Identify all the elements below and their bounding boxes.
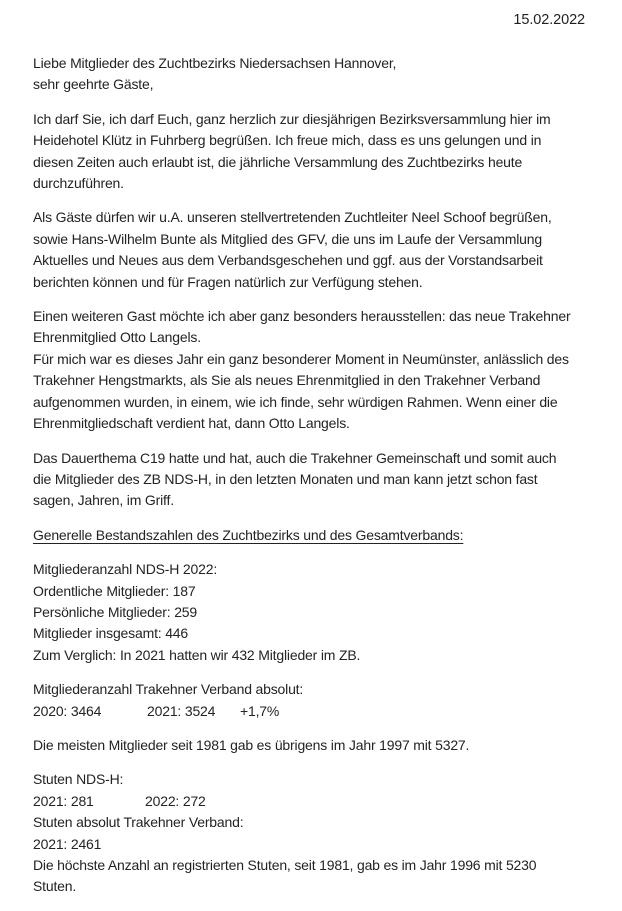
section-heading	[33, 525, 604, 546]
paragraph	[33, 679, 604, 722]
text-line: Für mich war es dieses Jahr ein ganz besonderer Moment in Neumünster, anlässlich des	[33, 350, 569, 367]
text-line: die Mitglieder des ZB NDS-H, in den letzten Monaten und man kann jetzt schon fast	[33, 470, 538, 487]
text-line: Persönliche Mitglieder: 259	[33, 603, 198, 620]
paragraph	[33, 735, 604, 756]
text-line: Aktuelles und Neues aus dem Verbandsgeschehen und ggf. aus der Vorstandsarbeit	[33, 252, 543, 269]
document-body	[33, 53, 604, 911]
paragraph	[33, 448, 604, 512]
text-line: Ordentliche Mitglieder: 187	[33, 582, 196, 599]
paragraph	[33, 207, 604, 293]
text-line: Das Dauerthema C19 hatte und hat, auch die Trakehner Gemeinschaft und somit auch	[33, 449, 557, 466]
paragraph	[33, 53, 604, 96]
text-line: Mitglieder insgesamt: 446	[33, 625, 189, 642]
paragraph	[33, 109, 604, 195]
text-line: 2021: 2461	[33, 835, 102, 852]
text-line: Zum Verglich: In 2021 hatten wir 432 Mitglieder im ZB.	[33, 646, 361, 663]
text-line: aufgenommen wurden, in einem, wie ich finde, sehr würdigen Rahmen. Wenn einer die	[33, 393, 558, 410]
text-line: Als Gäste dürfen wir u.A. unseren stellvertretenden Zuchtleiter Neel Schoof begrüßen,	[33, 209, 552, 226]
text-line: Die höchste Anzahl an registrierten Stuten, seit 1981, gab es im Jahr 1996 mit 5230	[33, 857, 537, 873]
text-line: sowie Hans-Wilhelm Bunte als Mitglied des GFV, die uns im Laufe der Versammlung	[33, 230, 542, 247]
text-line: Heidehotel Klütz in Fuhrberg begrüßen. Ich freue mich, dass es uns gelungen und in	[33, 132, 542, 149]
text-line	[33, 701, 604, 722]
stat-value: 2021: 3524	[147, 702, 216, 719]
text-line: Ehrenmitglied Otto Langels.	[33, 329, 201, 346]
stat-value: +1,7%	[240, 702, 280, 719]
text-line: Stuten.	[33, 878, 77, 895]
text-line: Generelle Bestandszahlen des Zuchtbezirks und des Gesamtverbands:	[33, 526, 464, 543]
text-line: Stuten absolut Trakehner Verband:	[33, 814, 244, 831]
text-line: Einen weiteren Gast möchte ich aber ganz besonders herausstellen: das neue Trakehner	[33, 308, 571, 325]
text-line: Mitgliederanzahl NDS-H 2022:	[33, 561, 218, 578]
text-line: durchzuführen.	[33, 175, 124, 192]
stat-value: 2021: 281	[33, 792, 94, 809]
paragraph	[33, 306, 604, 434]
text-line: sagen, Jahren, im Griff.	[33, 492, 174, 509]
text-line: Trakehner Hengstmarkts, als Sie als neues Ehrenmitglied in den Trakehner Verband	[33, 372, 541, 389]
text-line: Mitgliederanzahl Trakehner Verband absolut:	[33, 681, 304, 698]
paragraph	[33, 559, 604, 666]
text-line: Liebe Mitglieder des Zuchtbezirks Niedersachsen Hannover,	[33, 55, 397, 71]
stat-value: 2020: 3464	[33, 702, 102, 719]
text-line: berichten können und für Fragen natürlich zur Verfügung stehen.	[33, 273, 423, 290]
text-line: Ich darf Sie, ich darf Euch, ganz herzlich zur diesjährigen Bezirksversammlung hier im	[33, 110, 551, 127]
text-line: Die meisten Mitglieder seit 1981 gab es übrigens im Jahr 1997 mit 5327.	[33, 736, 470, 753]
text-line: Stuten NDS-H:	[33, 771, 124, 788]
text-line: sehr geehrte Gäste,	[33, 76, 154, 93]
document-date: 15.02.2022	[513, 12, 585, 28]
text-line: diesen Zeiten auch erlaubt ist, die jährliche Versammlung des Zuchtbezirks heute	[33, 153, 523, 170]
text-line: Ehrenmitgliedschaft verdient hat, dann Otto Langels.	[33, 415, 350, 432]
paragraph	[33, 769, 604, 897]
text-line	[33, 791, 604, 812]
stat-value: 2022: 272	[145, 792, 206, 809]
